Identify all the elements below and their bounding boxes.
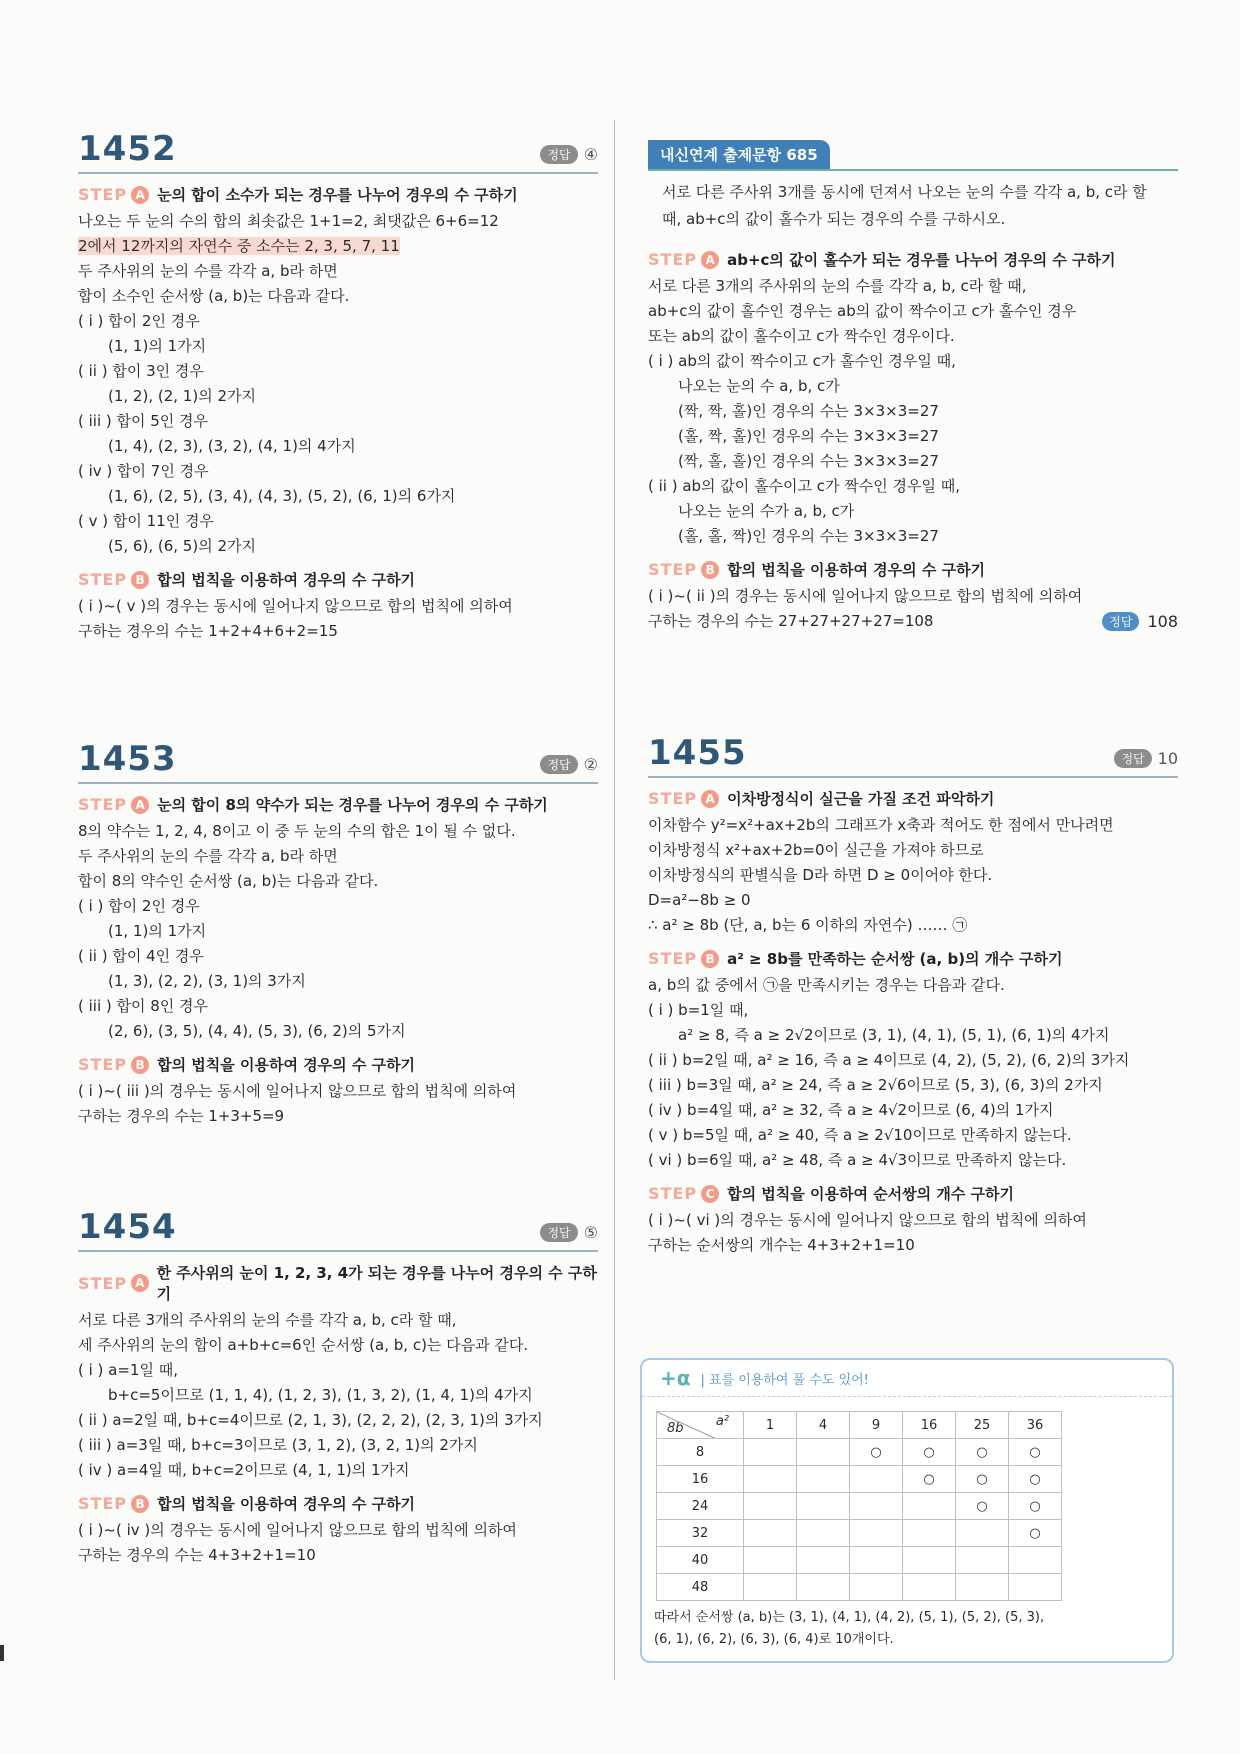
plus-alpha-title: | 표를 이용하여 풀 수도 있어! (700, 1372, 869, 1388)
text-line: 서로 다른 3개의 주사위의 눈의 수를 각각 a, b, c라 할 때, (78, 1311, 457, 1329)
step-title: 눈의 합이 소수가 되는 경우를 나누어 경우의 수 구하기 (157, 186, 518, 204)
table-cell (956, 1574, 1009, 1601)
table-cell: ○ (956, 1439, 1009, 1466)
case-result: (홀, 짝, 홀)인 경우의 수는 3×3×3=27 (678, 427, 939, 445)
table-cell (797, 1493, 850, 1520)
table-cell (1009, 1574, 1062, 1601)
step-label: STEP (648, 560, 698, 579)
step-label: STEP (78, 795, 128, 814)
case-result: a² ≥ 8, 즉 a ≥ 2√2이므로 (3, 1), (4, 1), (5, 1), (6, 1)의 4가지 (678, 1026, 1110, 1044)
step-title: ab+c의 값이 홀수가 되는 경우를 나누어 경우의 수 구하기 (727, 251, 1116, 269)
table-cell (850, 1547, 903, 1574)
table-cell (744, 1574, 797, 1601)
text-line: 또는 ab의 값이 홀수이고 c가 짝수인 경우이다. (648, 327, 955, 345)
step-letter: A (131, 186, 149, 204)
case-line: ( iv ) b=4일 때, a² ≥ 32, 즉 a ≥ 4√2이므로 (6, 4)의 1가지 (648, 1101, 1054, 1119)
step-title: 한 주사위의 눈이 1, 2, 3, 4가 되는 경우를 나누어 경우의 수 구하기 (156, 1264, 597, 1303)
case-heading: ( i ) b=1일 때, (648, 1001, 749, 1019)
step-title: 합의 법칙을 이용하여 경우의 수 구하기 (157, 1495, 416, 1513)
problem-header (78, 130, 598, 174)
condition-table (656, 1411, 1062, 1601)
table-cell: ○ (850, 1439, 903, 1466)
step-a (78, 794, 598, 815)
answer-value: 10 (1157, 749, 1178, 768)
case-result: (홀, 홀, 짝)인 경우의 수는 3×3×3=27 (678, 527, 939, 545)
case-result: (1, 1)의 1가지 (108, 922, 207, 940)
row-header: 40 (657, 1547, 744, 1574)
table-header-row (657, 1412, 1062, 1439)
table-note (642, 1601, 1172, 1661)
case-heading: ( ii ) 합이 4인 경우 (78, 947, 204, 965)
step-a (78, 184, 598, 205)
step-title: 합의 법칙을 이용하여 경우의 수 구하기 (157, 1056, 416, 1074)
case-result: (1, 6), (2, 5), (3, 4), (4, 3), (5, 2), (6, 1)의 6가지 (108, 487, 456, 505)
table-row (657, 1439, 1062, 1466)
table-row (657, 1574, 1062, 1601)
step-title: 이차방정식이 실근을 가질 조건 파악하기 (727, 790, 995, 808)
table-cell (744, 1547, 797, 1574)
text-line: 이차방정식의 판별식을 D라 하면 D ≥ 0이어야 한다. (648, 866, 993, 884)
step-label: STEP (78, 1055, 128, 1074)
step-label: STEP (648, 949, 698, 968)
case-result: (1, 3), (2, 2), (3, 1)의 3가지 (108, 972, 306, 990)
case-result: b+c=5이므로 (1, 1, 4), (1, 2, 3), (1, 3, 2), (1, 4, 1)의 4가지 (108, 1386, 533, 1404)
step-letter: B (701, 561, 719, 579)
step-label: STEP (648, 789, 698, 808)
table-cell: ○ (903, 1439, 956, 1466)
step-letter: B (131, 1495, 149, 1513)
case-result: (2, 6), (3, 5), (4, 4), (5, 3), (6, 2)의 5가지 (108, 1022, 406, 1040)
column-divider (614, 120, 615, 1680)
step-letter: A (701, 251, 719, 269)
step-a (648, 249, 1178, 270)
table-cell (797, 1547, 850, 1574)
table-cell (797, 1439, 850, 1466)
step-letter: C (701, 1185, 719, 1203)
table-cell (744, 1520, 797, 1547)
step-b (648, 559, 1178, 580)
conclusion-line: 구하는 순서쌍의 개수는 4+3+2+1=10 (648, 1236, 915, 1254)
step-label: STEP (78, 1494, 128, 1513)
answer-value: ⑤ (583, 1223, 598, 1242)
table-row (657, 1547, 1062, 1574)
text-line: 합이 소수인 순서쌍 (a, b)는 다음과 같다. (78, 287, 350, 305)
problem-1454 (78, 1208, 598, 1568)
row-header: 48 (657, 1574, 744, 1601)
table-cell (956, 1547, 1009, 1574)
problem-number: 1452 (78, 129, 177, 169)
answer-badge: 정답 (540, 1223, 577, 1242)
step-letter: A (131, 1274, 148, 1292)
text-line: 두 주사위의 눈의 수를 각각 a, b라 하면 (78, 262, 338, 280)
table-cell: ○ (956, 1493, 1009, 1520)
table-cell: ○ (1009, 1520, 1062, 1547)
text-line: ∴ a² ≥ 8b (단, a, b는 6 이하의 자연수) …… ㉠ (648, 916, 968, 934)
text-line: 서로 다른 3개의 주사위의 눈의 수를 각각 a, b, c라 할 때, (648, 277, 1027, 295)
table-cell (797, 1520, 850, 1547)
table-cell (956, 1520, 1009, 1547)
case-heading: ( v ) 합이 11인 경우 (78, 512, 214, 530)
naesin-header (648, 140, 1178, 171)
step-letter: B (131, 571, 149, 589)
answer (1102, 612, 1178, 631)
text-line: 세 주사위의 눈의 합이 a+b+c=6인 순서쌍 (a, b, c)는 다음과 같다. (78, 1336, 529, 1354)
problem-1452 (78, 130, 598, 644)
table-cell (850, 1574, 903, 1601)
text-line: a, b의 값 중에서 ㉠을 만족시키는 경우는 다음과 같다. (648, 976, 1005, 994)
text-line: 이차함수 y²=x²+ax+2b의 그래프가 x축과 적어도 한 점에서 만나려면 (648, 816, 1114, 834)
row-header: 32 (657, 1520, 744, 1547)
case-line: ( iii ) a=3일 때, b+c=3이므로 (3, 1, 2), (3, 2, 1)의 2가지 (78, 1436, 478, 1454)
table-cell (744, 1439, 797, 1466)
table-cell: ○ (1009, 1439, 1062, 1466)
step-b (648, 948, 1178, 969)
table-cell (744, 1493, 797, 1520)
table-cell (1009, 1547, 1062, 1574)
problem-1453 (78, 740, 598, 1129)
answer (540, 755, 598, 774)
answer-badge: 정답 (1114, 749, 1151, 768)
problem-header (78, 1208, 598, 1252)
case-result: (짝, 홀, 홀)인 경우의 수는 3×3×3=27 (678, 452, 939, 470)
row-header: 16 (657, 1466, 744, 1493)
table-cell (850, 1520, 903, 1547)
conclusion-line: ( i )~( iv )의 경우는 동시에 일어나지 않으므로 합의 법칙에 의하여 (78, 1521, 517, 1539)
step-title: 합의 법칙을 이용하여 경우의 수 구하기 (727, 561, 986, 579)
case-heading: ( i ) ab의 값이 짝수이고 c가 홀수인 경우일 때, (648, 352, 956, 370)
plus-alpha-header (642, 1360, 1172, 1397)
table-row (657, 1493, 1062, 1520)
table-cell (903, 1520, 956, 1547)
conclusion-line: ( i )~( iii )의 경우는 동시에 일어나지 않으므로 합의 법칙에 의하여 (78, 1082, 517, 1100)
table-cell: ○ (1009, 1466, 1062, 1493)
table-cell (903, 1493, 956, 1520)
column-header: 36 (1009, 1412, 1062, 1439)
text-line: 이차방정식 x²+ax+2b=0이 실근을 가져야 하므로 (648, 841, 984, 859)
conclusion-line: ( i )~( vi )의 경우는 동시에 일어나지 않으므로 합의 법칙에 의하여 (648, 1211, 1087, 1229)
column-header: 1 (744, 1412, 797, 1439)
answer (540, 1223, 598, 1242)
case-heading: ( ii ) ab의 값이 홀수이고 c가 짝수인 경우일 때, (648, 477, 961, 495)
case-result: (1, 1)의 1가지 (108, 337, 207, 355)
table-corner-cell (657, 1412, 744, 1439)
step-label: STEP (78, 1273, 128, 1293)
step-letter: A (701, 790, 719, 808)
table-cell (744, 1466, 797, 1493)
step-label: STEP (648, 250, 698, 269)
question-text (662, 179, 1178, 233)
problem-1455 (648, 733, 1178, 1647)
case-heading: ( iii ) 합이 5인 경우 (78, 412, 209, 430)
case-heading: ( ii ) 합이 3인 경우 (78, 362, 204, 380)
case-line: ( ii ) b=2일 때, a² ≥ 16, 즉 a ≥ 4이므로 (4, 2), (5, 2), (6, 2)의 3가지 (648, 1051, 1130, 1069)
note-line: 따라서 순서쌍 (a, b)는 (3, 1), (4, 1), (4, 2), (5, 1), (5, 2), (5, 3), (654, 1610, 1045, 1625)
step-label: STEP (78, 570, 128, 589)
table-cell: ○ (903, 1466, 956, 1493)
corner-bottom-label: 8b (667, 1421, 684, 1436)
question-line: 서로 다른 주사위 3개를 동시에 던져서 나오는 눈의 수를 각각 a, b, c라 할 (662, 183, 1147, 201)
conclusion-line: 구하는 경우의 수는 1+3+5=9 (78, 1107, 285, 1125)
case-result: (1, 4), (2, 3), (3, 2), (4, 1)의 4가지 (108, 437, 356, 455)
step-label: STEP (78, 185, 128, 204)
column-header: 4 (797, 1412, 850, 1439)
step-title: 눈의 합이 8의 약수가 되는 경우를 나누어 경우의 수 구하기 (157, 796, 548, 814)
case-line: ( iv ) a=4일 때, b+c=2이므로 (4, 1, 1)의 1가지 (78, 1461, 410, 1479)
question-line: 때, ab+c의 값이 홀수가 되는 경우의 수를 구하시오. (662, 210, 1006, 228)
step-title: a² ≥ 8b를 만족하는 순서쌍 (a, b)의 개수 구하기 (727, 950, 1063, 968)
step-a (648, 788, 1178, 809)
step-letter: B (131, 1056, 149, 1074)
case-result: (1, 2), (2, 1)의 2가지 (108, 387, 256, 405)
table-cell (850, 1493, 903, 1520)
highlighted-text: 2에서 12까지의 자연수 중 소수는 2, 3, 5, 7, 11 (78, 237, 400, 255)
case-heading: ( i ) a=1일 때, (78, 1361, 178, 1379)
case-heading: ( iii ) 합이 8인 경우 (78, 997, 209, 1015)
problem-header (648, 734, 1178, 778)
answer-badge: 정답 (1102, 612, 1139, 631)
text-line: ab+c의 값이 홀수인 경우는 ab의 값이 짝수이고 c가 홀수인 경우 (648, 302, 1077, 320)
row-header: 8 (657, 1439, 744, 1466)
table-cell (903, 1547, 956, 1574)
case-line: ( ii ) a=2일 때, b+c=4이므로 (2, 1, 3), (2, 2, 2), (2, 3, 1)의 3가지 (78, 1411, 543, 1429)
step-letter: B (701, 950, 719, 968)
step-b (78, 569, 598, 590)
step-label: STEP (648, 1184, 698, 1203)
table-cell: ○ (1009, 1493, 1062, 1520)
conclusion-line: 구하는 경우의 수는 27+27+27+27=108 (648, 612, 934, 630)
final-row (648, 609, 1178, 634)
naesin-problem-685 (648, 140, 1178, 634)
text-line: 합이 8의 약수인 순서쌍 (a, b)는 다음과 같다. (78, 872, 379, 890)
case-heading: ( i ) 합이 2인 경우 (78, 312, 200, 330)
answer-badge: 정답 (540, 145, 577, 164)
answer (540, 145, 598, 164)
corner-top-label: a² (715, 1414, 729, 1429)
note-line: (6, 1), (6, 2), (6, 3), (6, 4)로 10개이다. (654, 1632, 894, 1647)
case-result: (5, 6), (6, 5)의 2가지 (108, 537, 256, 555)
answer (1114, 749, 1178, 768)
row-header: 24 (657, 1493, 744, 1520)
conclusion-line: 구하는 경우의 수는 1+2+4+6+2=15 (78, 622, 338, 640)
conclusion-line: 구하는 경우의 수는 4+3+2+1=10 (78, 1546, 316, 1564)
plus-alpha-box (640, 1358, 1174, 1663)
case-result: (짝, 짝, 홀)인 경우의 수는 3×3×3=27 (678, 402, 939, 420)
conclusion-line: ( i )~( v )의 경우는 동시에 일어나지 않으므로 합의 법칙에 의하여 (78, 597, 513, 615)
step-title: 합의 법칙을 이용하여 경우의 수 구하기 (157, 571, 416, 589)
problem-number: 1453 (78, 739, 177, 779)
case-heading: ( i ) 합이 2인 경우 (78, 897, 200, 915)
step-b (78, 1493, 598, 1514)
case-line: ( vi ) b=6일 때, a² ≥ 48, 즉 a ≥ 4√3이므로 만족하지 않는다. (648, 1151, 1067, 1169)
table-cell (850, 1466, 903, 1493)
plus-alpha-icon: +α (660, 1366, 691, 1390)
table-cell (903, 1574, 956, 1601)
text-line: 두 주사위의 눈의 수를 각각 a, b라 하면 (78, 847, 338, 865)
problem-header (78, 740, 598, 784)
table-row (657, 1520, 1062, 1547)
case-result: 나오는 눈의 수가 a, b, c가 (678, 502, 855, 520)
case-heading: ( iv ) 합이 7인 경우 (78, 462, 209, 480)
step-letter: A (131, 796, 149, 814)
table-cell: ○ (956, 1466, 1009, 1493)
table-cell (797, 1466, 850, 1493)
text-line: 8의 약수는 1, 2, 4, 8이고 이 중 두 눈의 수의 합은 1이 될 수 없다. (78, 822, 516, 840)
table-cell (797, 1574, 850, 1601)
text-line (78, 234, 598, 259)
answer-value: 108 (1147, 612, 1178, 631)
answer-value: ④ (583, 145, 598, 164)
step-c (648, 1183, 1178, 1204)
case-line: ( v ) b=5일 때, a² ≥ 40, 즉 a ≥ 2√10이므로 만족하지 않는다. (648, 1126, 1072, 1144)
table-row (657, 1466, 1062, 1493)
step-title: 합의 법칙을 이용하여 순서쌍의 개수 구하기 (727, 1185, 1015, 1203)
column-header: 25 (956, 1412, 1009, 1439)
column-header: 9 (850, 1412, 903, 1439)
problem-number: 1454 (78, 1207, 177, 1247)
conclusion-line: ( i )~( ii )의 경우는 동시에 일어나지 않으므로 합의 법칙에 의하여 (648, 587, 1083, 605)
case-line: ( iii ) b=3일 때, a² ≥ 24, 즉 a ≥ 2√6이므로 (5, 3), (6, 3)의 2가지 (648, 1076, 1103, 1094)
case-result: 나오는 눈의 수 a, b, c가 (678, 377, 840, 395)
page-edge-mark (0, 1645, 4, 1661)
answer-badge: 정답 (540, 755, 577, 774)
step-a (78, 1262, 598, 1304)
step-b (78, 1054, 598, 1075)
answer-value: ② (583, 755, 598, 774)
column-header: 16 (903, 1412, 956, 1439)
problem-number: 1455 (648, 733, 747, 773)
text-line: 나오는 두 눈의 수의 합의 최솟값은 1+1=2, 최댓값은 6+6=12 (78, 212, 499, 230)
text-line: D=a²−8b ≥ 0 (648, 891, 751, 909)
naesin-tag: 내신연계 출제문항 685 (648, 140, 830, 169)
